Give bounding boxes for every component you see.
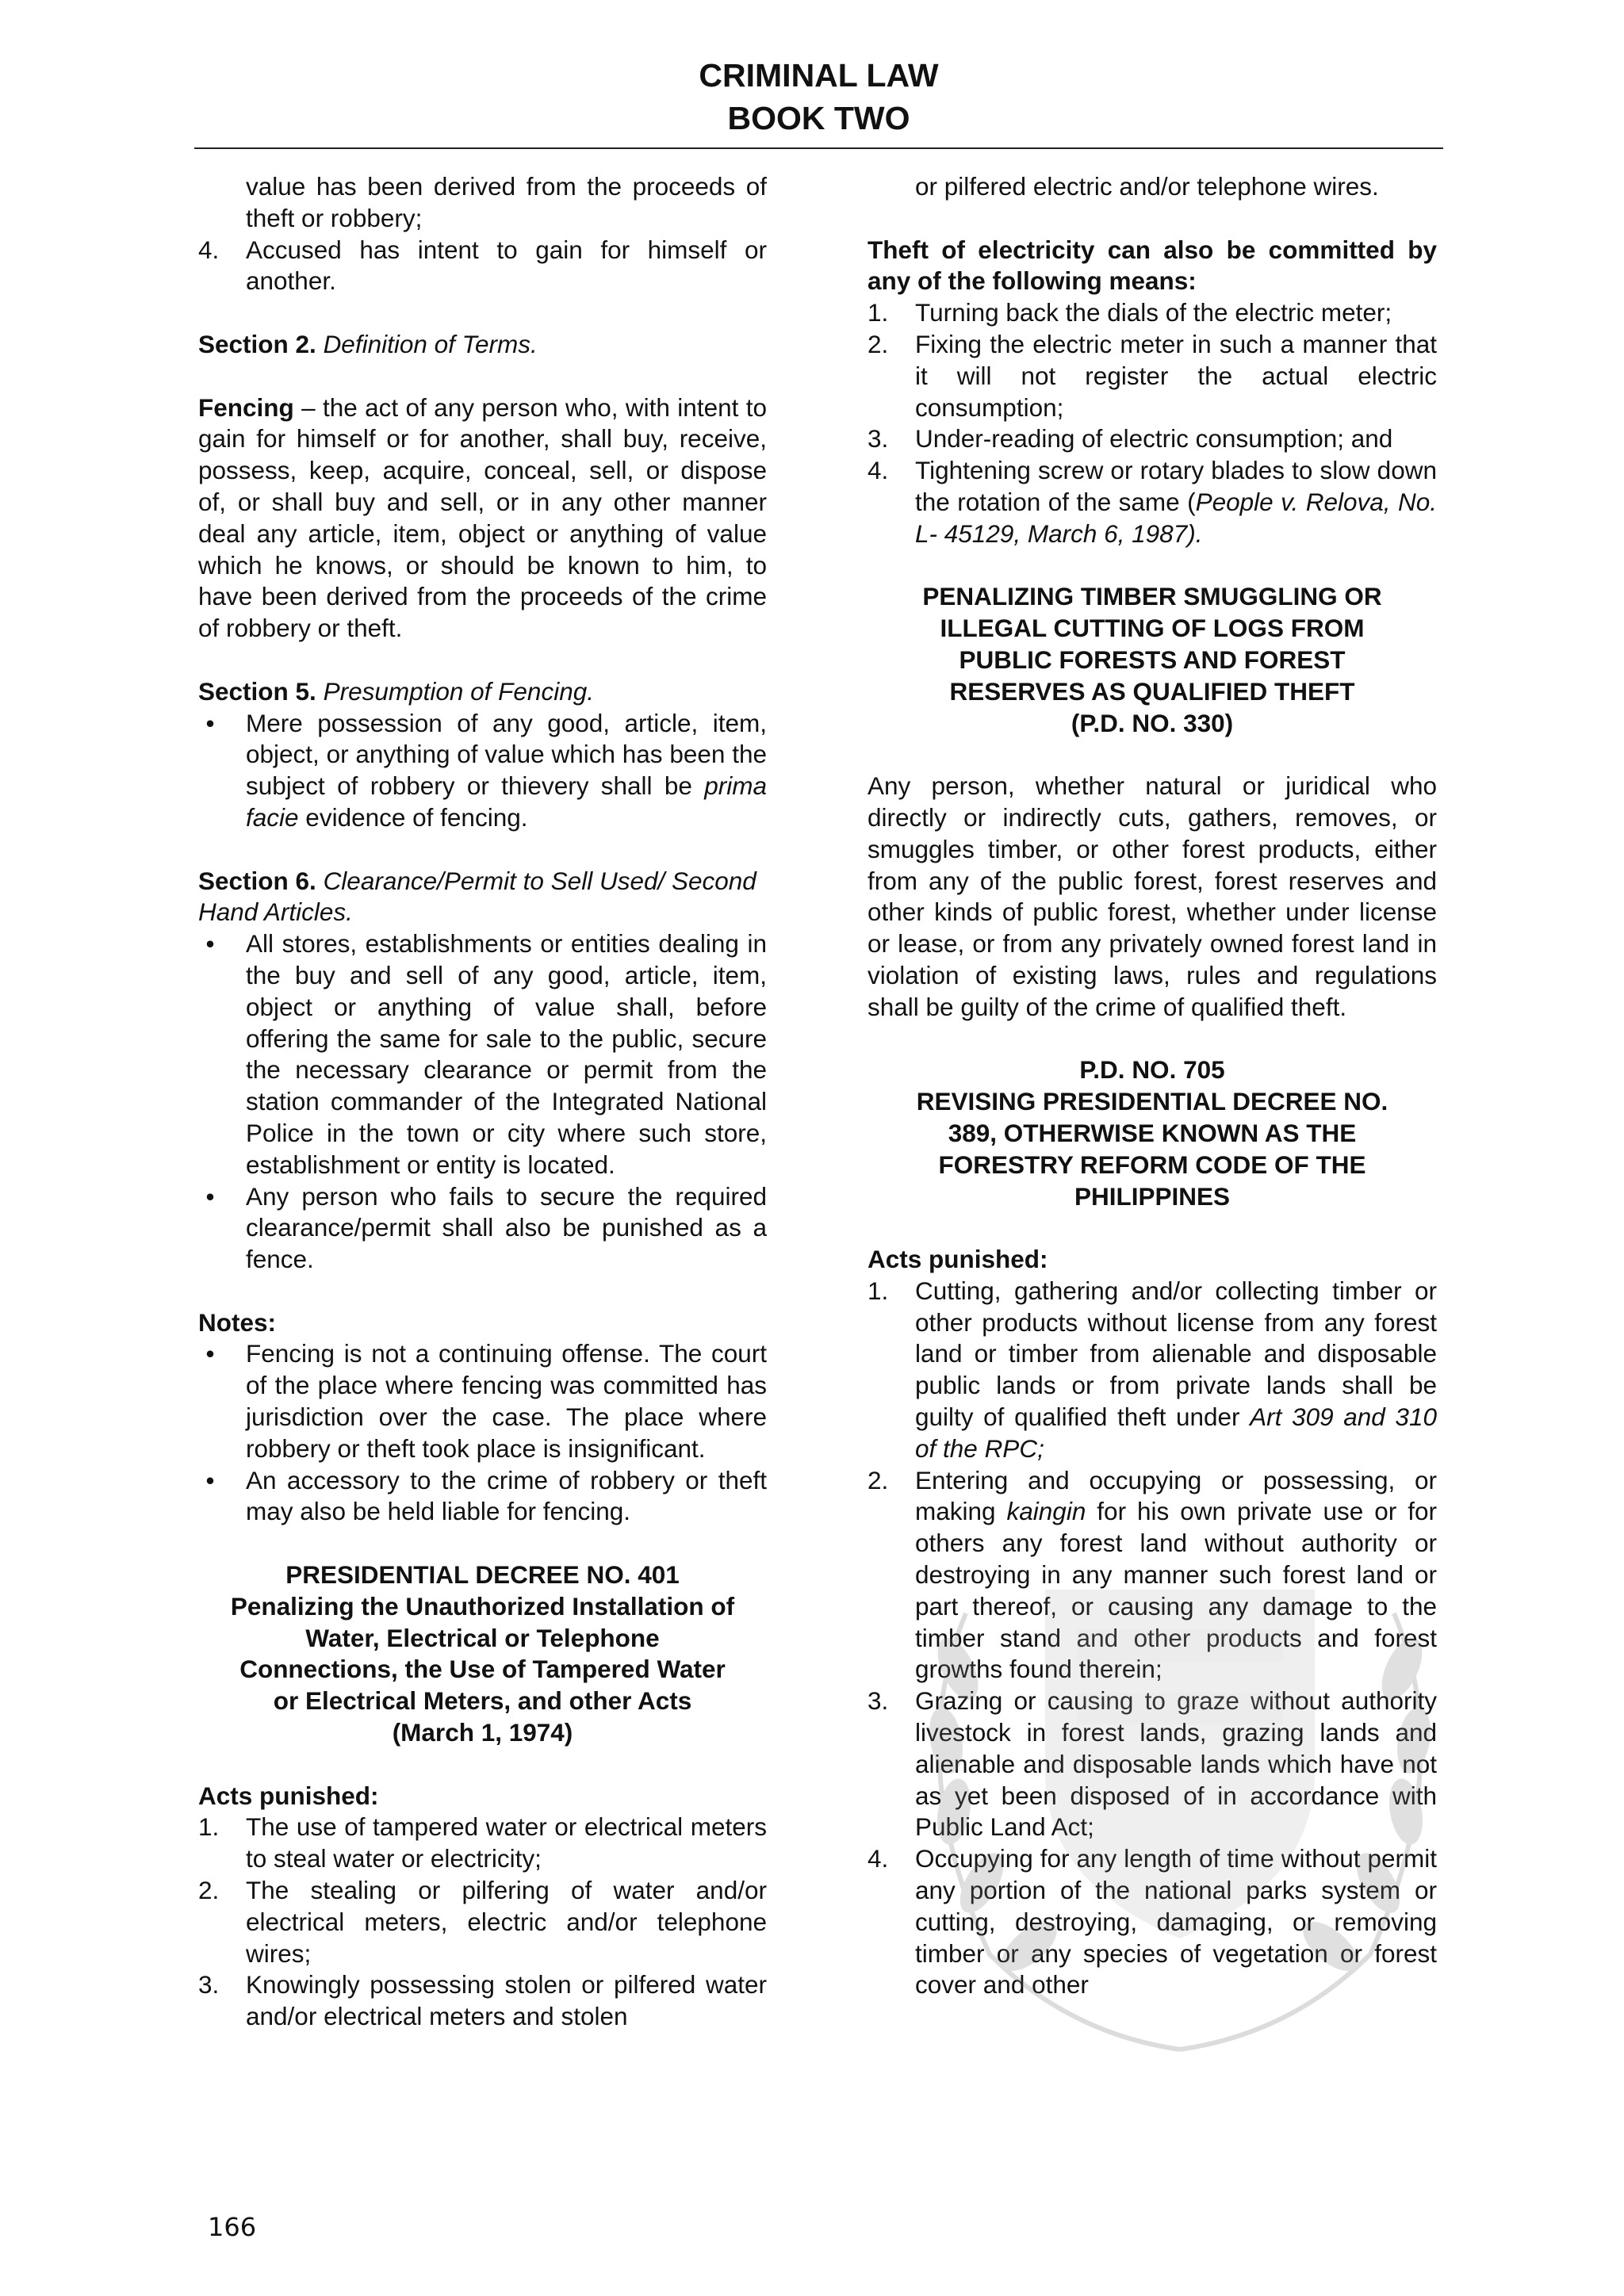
pd330-heading: [868, 581, 1437, 739]
list-number: 3.: [198, 1970, 220, 1999]
section-title: Clearance/Permit to Sell Used/ Second Hand Articles.: [198, 866, 756, 927]
list-text: Under-reading of electric consumption; and: [915, 424, 1393, 453]
header-divider: [194, 147, 1443, 149]
heading-line: Penalizing the Unauthorized Installation of: [230, 1591, 735, 1621]
heading-line: RESERVES AS QUALIFIED THEFT: [949, 676, 1355, 706]
heading-line: PRESIDENTIAL DECREE NO. 401: [285, 1560, 680, 1590]
heading-line: (P.D. NO. 330): [1071, 708, 1234, 737]
list-item: [198, 1812, 767, 1875]
section-label: Section 6.: [198, 866, 316, 895]
bullet-item: [198, 1465, 767, 1529]
bullet-item: [198, 1338, 767, 1464]
bullet-icon: •: [205, 1181, 215, 1211]
bullet-item: [198, 1181, 767, 1276]
list-number: 1.: [868, 298, 889, 327]
pd705-heading: [868, 1054, 1437, 1212]
heading-line: PUBLIC FORESTS AND FOREST: [959, 645, 1346, 674]
bullet-emphasis: prima facie: [246, 771, 767, 832]
page-header: [194, 54, 1443, 140]
list-item: [198, 1875, 767, 1969]
definition-text: – the act of any person who, with intent to gain for himself or for another, shall buy, receive, possess, keep, acquire, conceal, sell, or dispose of, or shall buy and sell, or in any other manner deal any article, item, object or anything of value which he knows, or should be known to him, to have been derived from the proceeds of the crime of robbery or theft.: [198, 392, 767, 643]
heading-line: Connections, the Use of Tampered Water: [239, 1655, 726, 1684]
list-text: Occupying for any length of time without permit any portion of the national parks system or cutting, destroying, damaging, or removing timber or any species of vegetation or forest cover and other: [915, 1844, 1437, 1999]
bullet-icon: •: [205, 1339, 215, 1368]
list-number: 2.: [198, 1876, 220, 1905]
bullet-text: All stores, establishments or entities dealing in the buy and sell of any good, article, item, object or anything of value shall, before offering the same for sale to the public, secure the necessary clearance or permit from the station commander of the Integrated National Police in the town or city where such store, establishment or entity is located.: [246, 929, 767, 1179]
list-number: 4.: [868, 456, 889, 485]
fencing-definition: [198, 392, 767, 645]
section-6-heading: [198, 866, 767, 929]
heading-line: P.D. NO. 705: [1079, 1055, 1225, 1085]
list-number: 4.: [868, 1844, 889, 1873]
continued-text: value has been derived from the proceeds of theft or robbery;: [246, 172, 767, 232]
bullet-item: [198, 928, 767, 1181]
right-column: [868, 171, 1437, 2001]
list-item: [868, 1276, 1437, 1465]
list-item: [868, 1843, 1437, 2001]
bullet-text: Mere possession of any good, article, item, object, or anything of value which has been the subject of robbery or thievery shall be: [246, 708, 767, 801]
list-text: Fixing the electric meter in such a manner that it will not register the actual electric consumption;: [915, 329, 1437, 422]
defined-term: Fencing: [198, 392, 294, 422]
heading-line: PHILIPPINES: [1074, 1181, 1231, 1211]
page-number: 166: [208, 2212, 257, 2242]
bullet-text: evidence of fencing.: [298, 802, 528, 832]
section-label: Section 2.: [198, 329, 316, 358]
bullet-text: Fencing is not a continuing offense. The court of the place where fencing was committed has jurisdiction over the case. The place where robbery or theft took place is insignificant.: [246, 1339, 767, 1463]
list-text: Turning back the dials of the electric meter;: [915, 298, 1392, 327]
list-text: Entering and occupying or possessing, or making: [915, 1465, 1437, 1526]
header-subtitle: BOOK TWO: [727, 100, 910, 136]
acts-punished-heading: Acts punished:: [868, 1245, 1048, 1274]
heading-line: 389, OTHERWISE KNOWN AS THE: [948, 1118, 1357, 1147]
list-number: 2.: [868, 329, 889, 358]
law-citation: Art 309 and 310 of the RPC;: [915, 1402, 1437, 1463]
list-number: 3.: [868, 1686, 889, 1716]
bullet-text: An accessory to the crime of robbery or theft may also be held liable for fencing.: [246, 1465, 767, 1526]
list-number: 4.: [198, 235, 220, 264]
heading-line: (March 1, 1974): [392, 1718, 573, 1747]
bullet-icon: •: [205, 929, 215, 959]
list-item: [868, 297, 1437, 329]
case-citation: People v. Relova, No. L- 45129, March 6, 1987).: [915, 487, 1437, 548]
bullet-icon: •: [205, 708, 215, 737]
list-item: [868, 1465, 1437, 1686]
list-emphasis: kaingin: [1006, 1497, 1086, 1526]
list-text: The use of tampered water or electrical meters to steal water or electricity;: [246, 1812, 767, 1873]
list-text: for his own private use or for others any forest land without authority or destroying in any manner such forest land or part thereof, or causing any damage to the timber stand and other products and forest growths found therein;: [915, 1497, 1437, 1684]
section-label: Section 5.: [198, 676, 316, 706]
section-title: Presumption of Fencing.: [323, 676, 594, 706]
list-text: Cutting, gathering and/or collecting timber or other products without license from any forest land or timber from alienable and disposable public lands or from private lands shall be guilty of qualified theft under: [915, 1276, 1437, 1432]
header-title: CRIMINAL LAW: [699, 57, 939, 94]
pd401-heading: [198, 1559, 767, 1749]
list-item: [868, 455, 1437, 549]
section-2-heading: [198, 329, 767, 361]
list-text: Grazing or causing to graze without authority livestock in forest lands, grazing lands and alienable and disposable lands which have not as yet been disposed of in accordance with Public Land Act;: [915, 1686, 1437, 1842]
theft-electricity-heading: Theft of electricity can also be committed by any of the following means:: [868, 235, 1437, 296]
list-number: 3.: [868, 424, 889, 453]
bullet-text: Any person who fails to secure the required clearance/permit shall also be punished as a fence.: [246, 1181, 767, 1274]
list-item: [868, 329, 1437, 423]
pd330-paragraph: Any person, whether natural or juridical who directly or indirectly cuts, gathers, removes, or smuggles timber, or other forest products, either from any of the public forest, forest reserves and other kinds of public forest, whether under license or lease, or from any privately owned forest land in violation of existing laws, rules and regulations shall be guilty of the crime of qualified theft.: [868, 771, 1437, 1021]
list-item: [198, 235, 767, 298]
list-item: [868, 1686, 1437, 1843]
bullet-icon: •: [205, 1465, 215, 1494]
list-number: 2.: [868, 1465, 889, 1494]
list-text: Accused has intent to gain for himself or another.: [246, 235, 767, 296]
continued-text: or pilfered electric and/or telephone wires.: [915, 172, 1379, 201]
list-item: [868, 423, 1437, 455]
left-column: [198, 171, 767, 2033]
list-text: Knowingly possessing stolen or pilfered water and/or electrical meters and stolen: [246, 1970, 767, 2031]
heading-line: FORESTRY REFORM CODE OF THE: [938, 1150, 1366, 1179]
notes-heading: Notes:: [198, 1307, 277, 1337]
list-item: [198, 1969, 767, 2033]
section-5-heading: [198, 676, 767, 708]
list-number: 1.: [198, 1812, 220, 1842]
list-text: The stealing or pilfering of water and/or electrical meters, electric and/or telephone wires;: [246, 1876, 767, 1968]
heading-line: PENALIZING TIMBER SMUGGLING OR: [922, 582, 1382, 611]
list-number: 1.: [868, 1276, 889, 1305]
heading-line: REVISING PRESIDENTIAL DECREE NO.: [916, 1087, 1388, 1116]
acts-punished-heading: Acts punished:: [198, 1781, 379, 1810]
heading-line: or Electrical Meters, and other Acts: [273, 1686, 692, 1716]
section-title: Definition of Terms.: [323, 329, 538, 358]
heading-line: ILLEGAL CUTTING OF LOGS FROM: [940, 614, 1365, 643]
bullet-item: [198, 708, 767, 834]
list-text: Tightening screw or rotary blades to slow down the rotation of the same (: [915, 456, 1437, 516]
heading-line: Water, Electrical or Telephone: [305, 1623, 660, 1652]
